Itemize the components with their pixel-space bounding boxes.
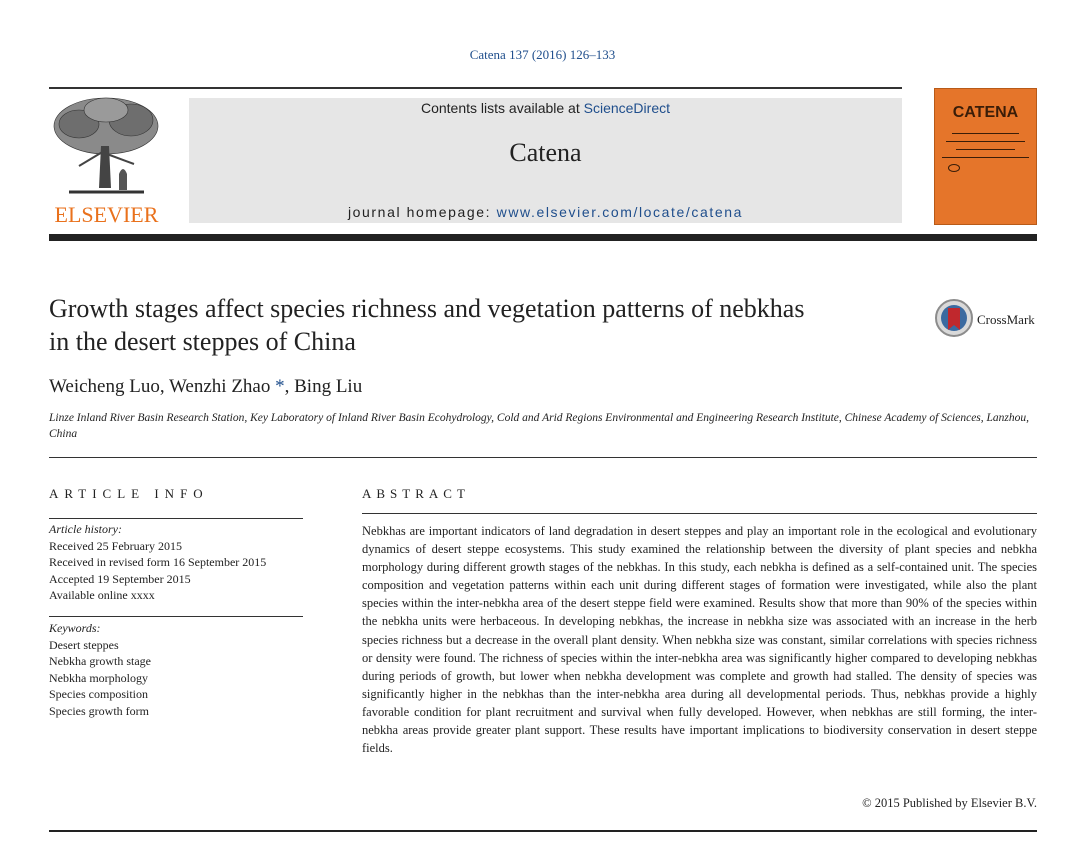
elsevier-tree-icon — [49, 96, 164, 200]
elsevier-wordmark: ELSEVIER — [54, 202, 159, 227]
history-revised: Received in revised form 16 September 2015 — [49, 555, 267, 569]
bottom-rule — [49, 830, 1037, 832]
homepage-prefix: journal homepage: — [347, 204, 497, 220]
article-info-rule — [49, 518, 303, 519]
cover-publisher-icon — [948, 164, 960, 172]
journal-masthead — [189, 98, 902, 223]
contents-line — [189, 100, 902, 116]
crossmark-label: CrossMark — [977, 312, 1035, 327]
author-list — [49, 376, 362, 398]
article-title-line-2: in the desert steppes of China — [49, 327, 356, 356]
author-zhao[interactable]: Wenzhi Zhao — [169, 376, 276, 397]
journal-homepage-link[interactable]: www.elsevier.com/locate/catena — [496, 204, 744, 220]
crossmark-icon — [934, 298, 974, 338]
sciencedirect-link[interactable]: ScienceDirect — [583, 100, 670, 116]
keyword-item: Nebkha morphology — [49, 670, 148, 685]
author-liu[interactable]: , Bing Liu — [284, 376, 363, 397]
history-label: Article history: — [49, 522, 122, 536]
elsevier-logo[interactable] — [49, 96, 181, 226]
keywords-rule — [49, 616, 303, 617]
abstract-heading: ABSTRACT — [362, 486, 470, 501]
affiliation-rule — [49, 457, 1037, 458]
crossmark-badge[interactable] — [934, 298, 1044, 340]
journal-cover-thumbnail[interactable] — [934, 88, 1037, 225]
journal-title: Catena — [509, 138, 582, 167]
article-info-heading: ARTICLE INFO — [49, 486, 209, 501]
history-received: Received 25 February 2015 — [49, 538, 182, 553]
article-title — [49, 292, 909, 358]
keywords-label: Keywords: — [49, 621, 101, 635]
corresponding-author-mark[interactable]: * — [275, 376, 285, 397]
keyword-item: Desert steppes — [49, 637, 119, 652]
author-luo[interactable]: Weicheng Luo, — [49, 376, 170, 397]
keyword-item: Species composition — [49, 687, 148, 701]
author-affiliation: Linze Inland River Basin Research Station, Key Laboratory of Inland River Basin Ecohydrology, Cold and Arid Regions Environmental and Engineering Research Institute, Chinese Academy of Sciences, Lanzhou, China — [49, 412, 1030, 440]
journal-citation[interactable]: Catena 137 (2016) 126–133 — [469, 47, 616, 62]
abstract-text: Nebkhas are important indicators of land degradation in desert steppes and play an important role in the ecological and evolutionary dynamics of desert steppe ecosystems. This study examined the relationship between the diversity of plant species and nebkha morphology during different growth stages of the nebkhas. In this study, each nebkha is defined as a self-contained unit. The species composition and vegetation patterns within each unit during different stages of formation were investigated, while also the plant species within the inter-nebkha area of the desert steppe field were examined. Results show that more than 90% of the species within the nebkha units were herbaceous. In developing nebkhas, the increase in nebkha size was associated with an increase in the herb species richness but a decrease in the overall plant density. When nebkha size was constant, similar correlations with species richness or density were found. The richness of species within the inter-nebkha area was significantly higher compared to developing nebkhas during periods of growth, but lower when nebkha development was complete and growth had stalled. The density of species was significantly higher in the nebkhas than the inter-nebkha area during all developmental periods. Thus, nebkhas provide a highly favorable condition for plant recruitment and survival when fully developed. However, when nebkhas are still forming, the inter-nebkha areas provide greater plant support. These results have important implications to biodiversity conservation in desert steppe fields. — [362, 524, 1037, 756]
keywords — [49, 620, 309, 719]
keyword-item: Nebkha growth stage — [49, 654, 151, 668]
journal-homepage-line — [189, 204, 902, 220]
contents-prefix: Contents lists available at — [420, 100, 584, 116]
article-title-line-1: Growth stages affect species richness and vegetation patterns of nebkhas — [49, 294, 805, 323]
article-history — [49, 521, 309, 604]
history-online: Available online xxxx — [49, 588, 155, 602]
cover-subtitle-lines — [942, 126, 1029, 160]
abstract-rule — [362, 513, 1037, 514]
cover-title: CATENA — [952, 104, 1019, 121]
top-rule — [49, 87, 902, 89]
history-accepted: Accepted 19 September 2015 — [49, 571, 191, 586]
copyright-notice: © 2015 Published by Elsevier B.V. — [862, 796, 1037, 810]
masthead-bottom-rule — [49, 234, 1037, 241]
keyword-item: Species growth form — [49, 703, 149, 718]
